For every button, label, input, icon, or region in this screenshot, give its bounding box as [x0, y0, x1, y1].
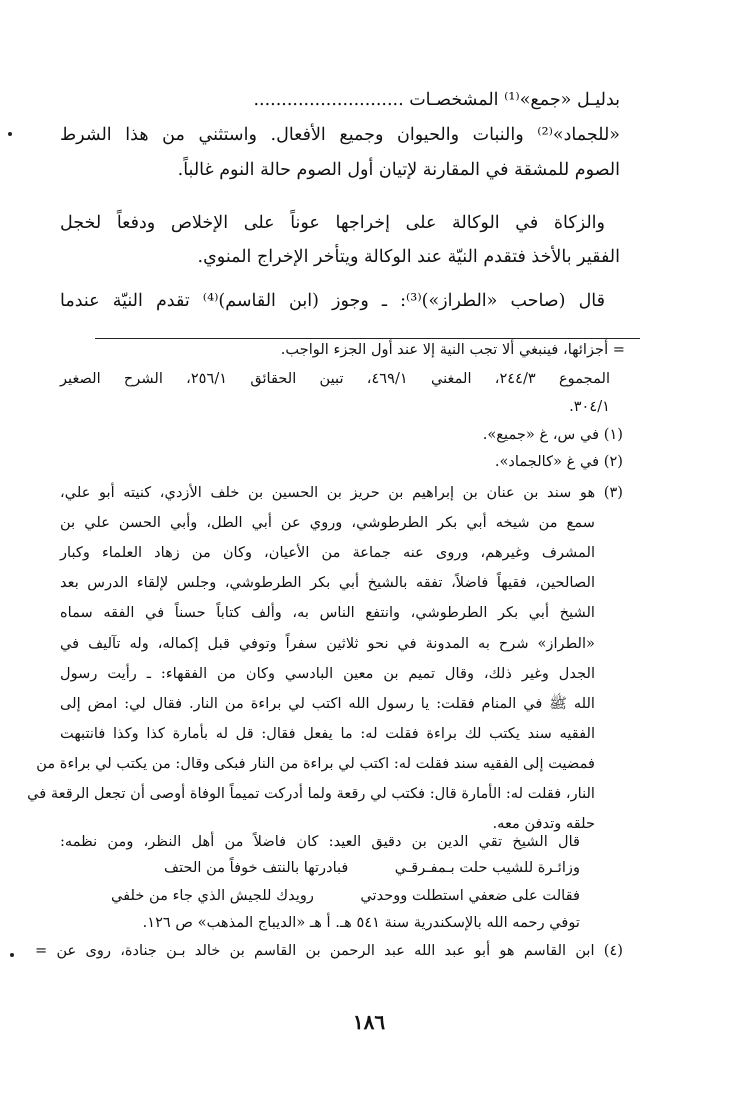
- main-line-3: الصوم للمشقة في المقارنة لإتيان أول الصوم حالة النوم غالباً.: [177, 160, 620, 180]
- page-number: ١٨٦: [352, 1010, 386, 1034]
- main-line-5: الفقير بالأخذ فتقدم النيّة عند الوكالة ويتأخر الإخراج المنوي.: [197, 247, 620, 267]
- footnote-2: (٢) في غ «كالجماد».: [494, 453, 623, 470]
- footnote-1: (١) في س، غ «جميع».: [482, 426, 623, 443]
- main-line-2: «للجماد»⁽²⁾ والنبات والحيوان وجميع الأفعال. واستثني من هذا الشرط: [60, 125, 620, 145]
- poem-verse-1: وزائـرة للشيب حلت بـمفـرقـي فبادرتها بالنتف خوفاً من الحتف: [164, 859, 580, 876]
- margin-mark: [10, 953, 14, 957]
- footnote-3-line-2: سمع من شيخه أبي بكر الطرطوشي، وروي عن أبي الطل، وأبي الحسن علي بن: [60, 514, 595, 531]
- footnote-3-line-6: «الطراز» شرح به المدونة في نحو ثلاثين سفراً وتوفي قبل إكماله، وله تآليف في: [60, 635, 595, 652]
- footnote-3-line-7: الجدل وغير ذلك، وقال تميم بن معين البادسي وكان من الفقهاء: ـ رأيت رسول: [60, 665, 595, 682]
- footnote-3-line-11: النار، فقلت له: الأمارة قال: فكتب لي رقعة ولما أدركت تميماً الوفاة أوصى أن تجعل الرقعة في: [27, 785, 595, 802]
- footnote-3-death: توفي رحمه الله بالإسكندرية سنة ٥٤١ هـ. أ هـ «الديباج المذهب» ص ١٢٦.: [142, 914, 580, 931]
- footnote-4: (٤) ابن القاسم هو أبو عبد الله عبد الرحمن بن القاسم بن خالد بـن جنادة، روى عن =: [35, 942, 623, 959]
- footnote-3-line-10: فمضيت إلى الفقيه سند فقلت له: اكتب لي براءة من النار فبكى وقال: من يكتب لي براءة من: [36, 755, 595, 772]
- footnote-line-3: ٣٠٤/١.: [569, 398, 610, 415]
- poem-verse-2: فقالت على ضعفي استطلت ووحدتي رويدك للجيش الذي جاء من خلفي: [110, 887, 580, 904]
- footnote-3-line-5: الشيخ أبي بكر الطرطوشي، وانتفع الناس به، وألف كتاباً حسناً في الفقه سماه: [60, 604, 595, 621]
- footnote-3-line-9: الفقيه سند يكتب لك براءة فقلت له: ما يفعل فقال: قل له بأمارة كذا وكذا فانتبهت: [60, 725, 595, 742]
- main-line-4: والزكاة في الوكالة على إخراجها عوناً على الإخلاص ودفعاً لخجل: [60, 213, 605, 233]
- margin-mark: [8, 132, 12, 136]
- footnote-line-2: المجموع ٢٤٤/٣، المغني ٤٦٩/١، تبين الحقائق ٢٥٦/١، الشرح الصغير: [60, 370, 611, 387]
- footnote-3-quote: قال الشيخ تقي الدين بن دقيق العيد: كان فاضلاً من أهل النظر، ومن نظمه:: [60, 833, 580, 850]
- footnote-line-1: = أجزائها، فينبغي ألا تجب النية إلا عند أول الجزء الواجب.: [280, 341, 625, 358]
- footnote-3-line-3: المشرف وغيرهم، وروى عنه جماعة من الأعيان، وكان من زهاد العلماء وكبار: [60, 544, 595, 561]
- footnote-3-line-8: الله ﷺ في المنام فقلت: يا رسول الله اكتب لي براءة من النار. فقال لي: امض إلى: [60, 695, 595, 712]
- footnote-3-line-12: حلقه وتدفن معه.: [492, 815, 595, 832]
- footnote-3-line-1: (٣) هو سند بن عنان بن إبراهيم بن حريز بن الحسين بن خلف الأزدي، كنيته أبو علي،: [60, 484, 623, 501]
- main-line-1: بدليـل «جمع»⁽¹⁾ المشخصـات ...........................: [253, 90, 620, 110]
- footnote-separator: [95, 338, 640, 339]
- footnote-3-line-4: الصالحين، فقيهاً فاضلاً، تفقه بالشيخ أبي بكر الطرطوشي، وجلس لإلقاء الدرس بعد: [60, 574, 595, 591]
- main-line-6: قال (صاحب «الطراز»)⁽³⁾: ـ وجوز (ابن القاسم)⁽⁴⁾ تقدم النيّة عندما: [60, 291, 606, 311]
